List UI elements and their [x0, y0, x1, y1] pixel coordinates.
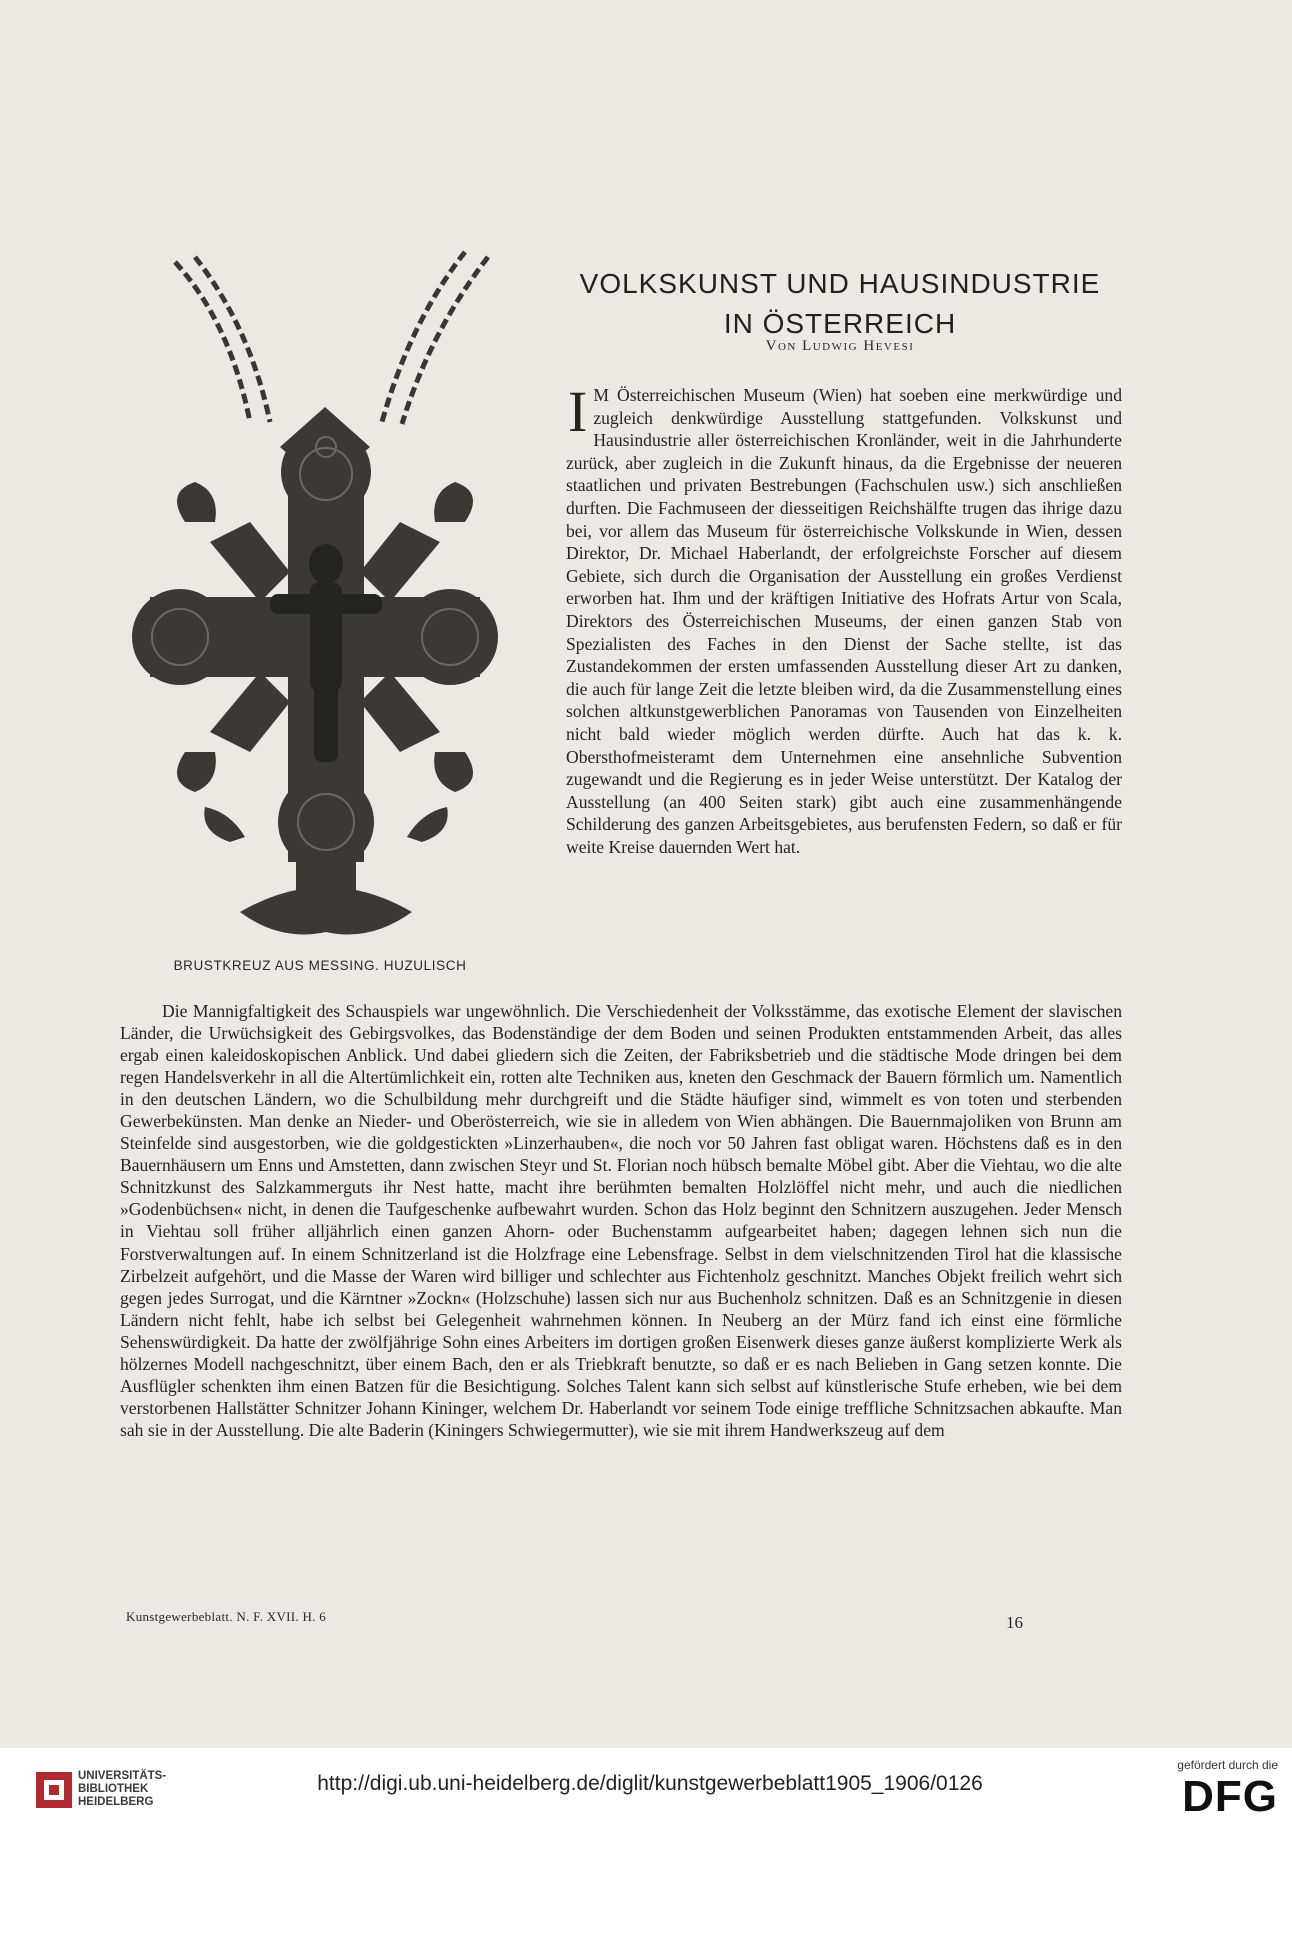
journal-footer: Kunstgewerbeblatt. N. F. XVII. H. 6: [126, 1609, 327, 1624]
university-library-logo-icon: [34, 1770, 74, 1810]
funding-note: gefördert durch die: [1177, 1758, 1278, 1772]
library-name: UNIVERSITÄTS- BIBLIOTHEK HEIDELBERG: [78, 1770, 167, 1808]
body-paragraph-block: [120, 1000, 1122, 1441]
permalink-url[interactable]: http://digi.ub.uni-heidelberg.de/diglit/kunstgewerbeblatt1905_1906/0126: [317, 1772, 983, 1795]
figure-caption: BRUSTKREUZ AUS MESSING. HUZULISCH: [173, 958, 467, 973]
cross-illustration: [120, 242, 510, 952]
sheet-signature: 16: [1006, 1613, 1023, 1632]
title-line-2: IN ÖSTERREICH: [723, 307, 957, 339]
drop-cap: I: [568, 379, 588, 444]
intro-paragraph: M Österreichischen Museum (Wien) hat soeben eine merkwürdige und zugleich denkwürdige Ausstellung stattgefunden. Volkskunst und Hausindustrie aller österreichischen Kronländer, weit in die Jahrhunderte zurück, aber zugleich in die Zukunft hinaus, da die Ergebnisse der neueren staatlichen und privaten Bestrebungen (Fachschulen usw.) sich anschließen durften. Die Fachmuseen der diesseitigen Reichshälfte trugen das ihrige dazu bei, vor allem das Museum für österreichische Volkskunde in Wien, dessen Direktor, Dr. Michael Haberlandt, der erfolgreichste Forscher auf diesem Gebiete, sich durch die Organisation der Ausstellung ein großes Verdienst erworben hat. Ihm und der kräftigen Initiative des Hofrats Artur von Scala, Direktors des Österreichischen Museums, der einen ganzen Stab von Spezialisten des Faches in den Dienst der Sache stellte, ist das Zustandekommen der ersten umfassenden Ausstellung dieser Art zu danken, die auch für lange Zeit die letzte bleiben wird, da die Zusammenstellung eines solchen altkunstgewerblichen Panoramas von Tausenden von Einzelheiten nicht bald wieder möglich werden dürfte. Auch hat das k. k. Obersthofmeisteramt dem Unternehmen eine ansehnliche Subvention zugewandt und die Regierung es in jeder Weise unterstützt. Der Katalog der Ausstellung (an 400 Seiten stark) gibt auch eine zusammenhängende Schilderung des ganzen Arbeitsgebietes, aus berufensten Federn, so daß er für weite Kreise dauernden Wert hat.: [566, 385, 1122, 857]
body-paragraph: Die Mannigfaltigkeit des Schauspiels war ungewöhnlich. Die Verschiedenheit der Volksstämme, das exotische Element der slavischen Länder, die Urwüchsigkeit des Gebirgsvolkes, das Bodenständige der dem Boden und seinen Produkten entstammenden Arbeit, das alles ergab einen kaleidoskopischen Anblick. Und dabei gliedern sich die Zeiten, der Fabriksbetrieb und die städtische Mode dringen bei dem regen Handelsverkehr in all die Altertümlichkeit ein, rotten alte Techniken aus, kneten den Geschmack der Bauern förmlich um. Namentlich in den deutschen Ländern, wo die Schulbildung mehr durchgreift und die Städte häufiger sind, wimmelt es von toten und sterbenden Gewerbekünsten. Man denke an Nieder- und Oberösterreich, wie sie in alledem von Wien abhängen. Die Bauernmajoliken von Brunn am Steinfelde sind ausgestorben, wie die goldgestickten »Linzerhauben«, die noch vor 50 Jahren fast obligat waren. Höchstens daß es in den Bauernhäusern um Enns und Amstetten, dann zwischen Steyr und St. Florian noch hübsch bemalte Möbel gibt. Aber die Viehtau, wo die alte Schnitzkunst des Salzkammerguts ihr Nest hatte, macht ihre berühmten bemalten Holzlöffel nicht mehr, und auch die niedlichen »Godenbüchsen« nicht, in denen die Taufgeschenke aufbewahrt wurden. Schon das Holz beginnt den Schnitzern auszugehen. Jeder Mensch in Viehtau soll früher alljährlich einen ganzen Ahorn- oder Buchenstamm aufgearbeitet haben; dagegen lehnen sich nun die Forstverwaltungen auf. In einem Schnitzerland ist die Holzfrage eine Lebensfrage. Selbst in dem vielschnitzenden Tirol hat die klassische Zirbelzeit aufgehört, und die Masse der Waren wird billiger und schlechter aus Fichtenholz geschnitzt. Manches Objekt freilich wehrt sich gegen jedes Surrogat, und die Kärntner »Zockn« (Holzschuhe) lassen sich nur aus Buchenholz schnitzen. Daß es an Schnitzgenie in diesen Ländern nicht fehlt, habe ich selbst bei Gelegenheit wahrnehmen können. In Neuberg an der Mürz fand ich einst eine förmliche Sehenswürdigkeit. Da hatte der zwölfjährige Sohn eines Arbeiters im dortigen großen Eisenwerk dieses ganze äußerst komplizierte Werk als hölzernes Modell nachgeschnitzt, über einem Bach, den er als Triebkraft benutzte, so daß er es nach Belieben in Gang setzen konnte. Die Ausflügler schenkten ihm einen Batzen für die Besichtigung. Solches Talent kann sich selbst auf künstlerische Stufe erheben, wie bei dem verstorbenen Hallstätter Schnitzer Johann Kininger, welchem Dr. Haberlandt vor seinem Tode einige treffliche Schnitzsachen abkaufte. Man sah sie in der Ausstellung. Die alte Baderin (Kiningers Schwiegermutter), wie sie mit ihrem Handwerkszeug auf dem: [120, 1001, 1122, 1440]
dfg-logo: DFG: [1182, 1772, 1278, 1821]
title-line-1: VOLKSKUNST UND HAUSINDUSTRIE: [579, 267, 1101, 299]
intro-paragraph-block: [566, 379, 1122, 858]
article-title: [540, 264, 1140, 344]
article-author: Von Ludwig Hevesi: [765, 338, 915, 354]
